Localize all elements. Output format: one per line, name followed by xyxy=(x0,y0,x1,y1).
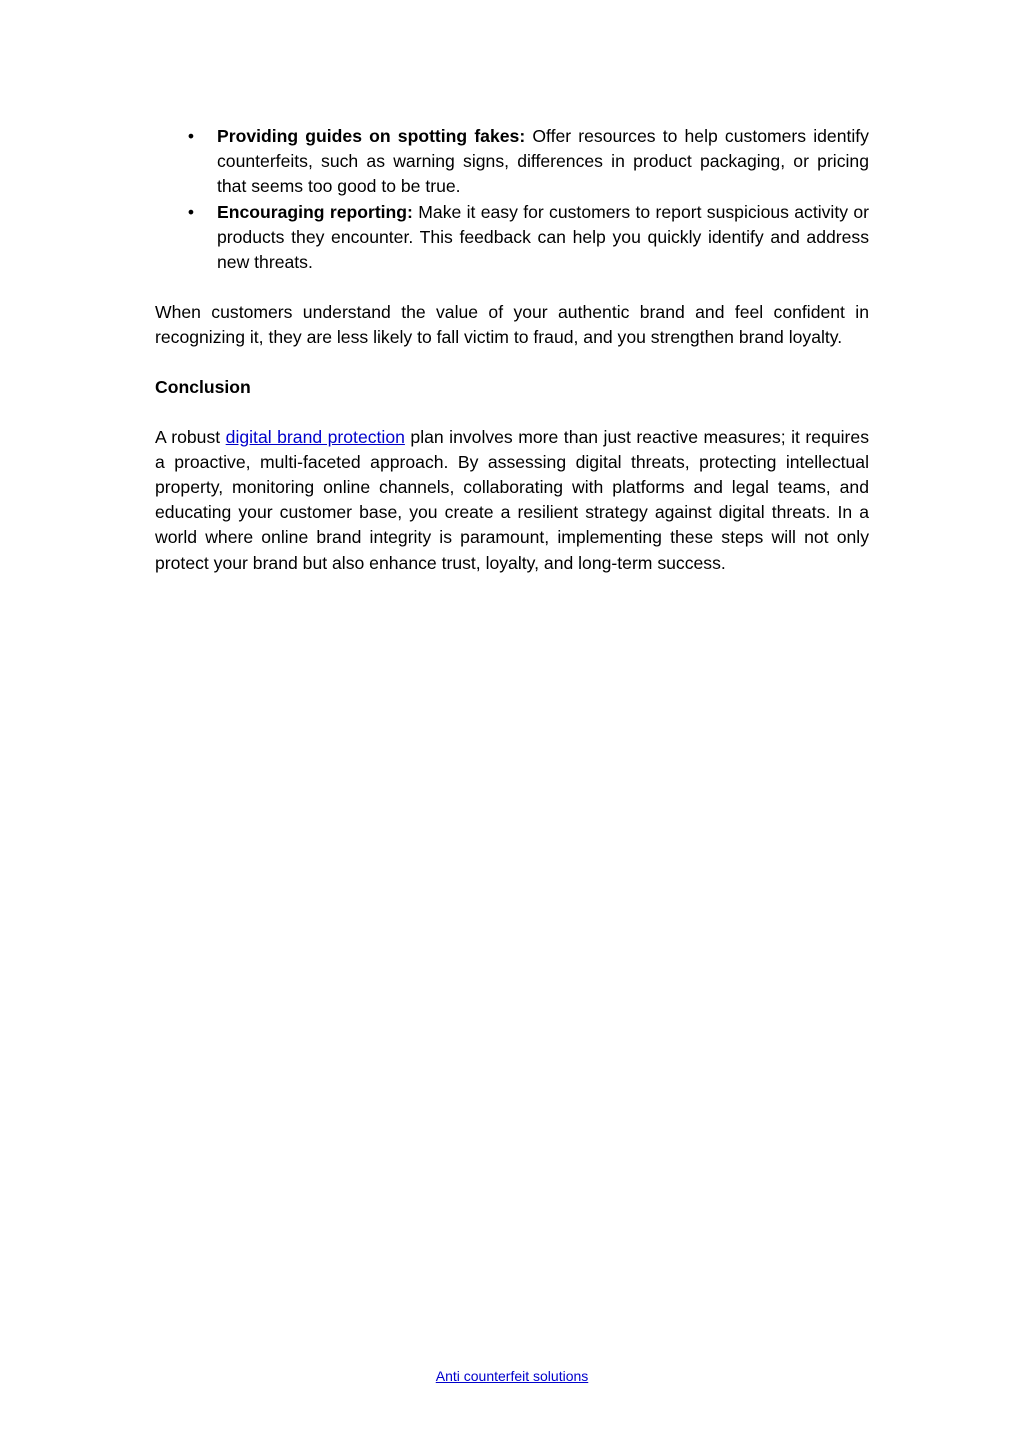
closing-paragraph: When customers understand the value of your authentic brand and feel confident in recognizing it, they are less likely to fall victim to fraud, and you strengthen brand loyalty. xyxy=(155,301,869,348)
bullet-term: Encouraging reporting: xyxy=(217,201,413,222)
list-item xyxy=(155,200,869,276)
digital-brand-protection-link[interactable]: digital brand protection xyxy=(225,426,405,447)
list-item xyxy=(155,124,869,200)
bullet-text: Make it easy for customers to report suspicious activity or products they encounter. This feedback can help you quickly identify and address new threats. xyxy=(217,201,869,273)
bullet-icon: • xyxy=(187,126,195,146)
document-body xyxy=(155,124,869,576)
page-footer xyxy=(0,1366,1024,1386)
conclusion-paragraph xyxy=(155,425,869,576)
conclusion-heading: Conclusion xyxy=(155,376,251,397)
bullet-icon: • xyxy=(187,201,195,222)
bullet-term: Providing guides on spotting fakes: xyxy=(217,126,526,146)
bullet-text: Offer resources to help customers identify counterfeits, such as warning signs, differences in product packaging, or pricing that seems too good to be true. xyxy=(217,126,869,197)
bullet-list xyxy=(155,124,869,275)
footer-link[interactable]: Anti counterfeit solutions xyxy=(435,1368,589,1384)
conclusion-intro: A robust xyxy=(155,426,221,447)
conclusion-rest: plan involves more than just reactive measures; it requires a proactive, multi-faceted approach. By assessing digital threats, protecting intellectual property, monitoring online channels, collaborating with platforms and legal teams, and educating your customer base, you create a resilient strategy against digital threats. In a world where online brand integrity is paramount, implementing these steps will not only protect your brand but also enhance trust, loyalty, and long-term success. xyxy=(155,426,869,573)
